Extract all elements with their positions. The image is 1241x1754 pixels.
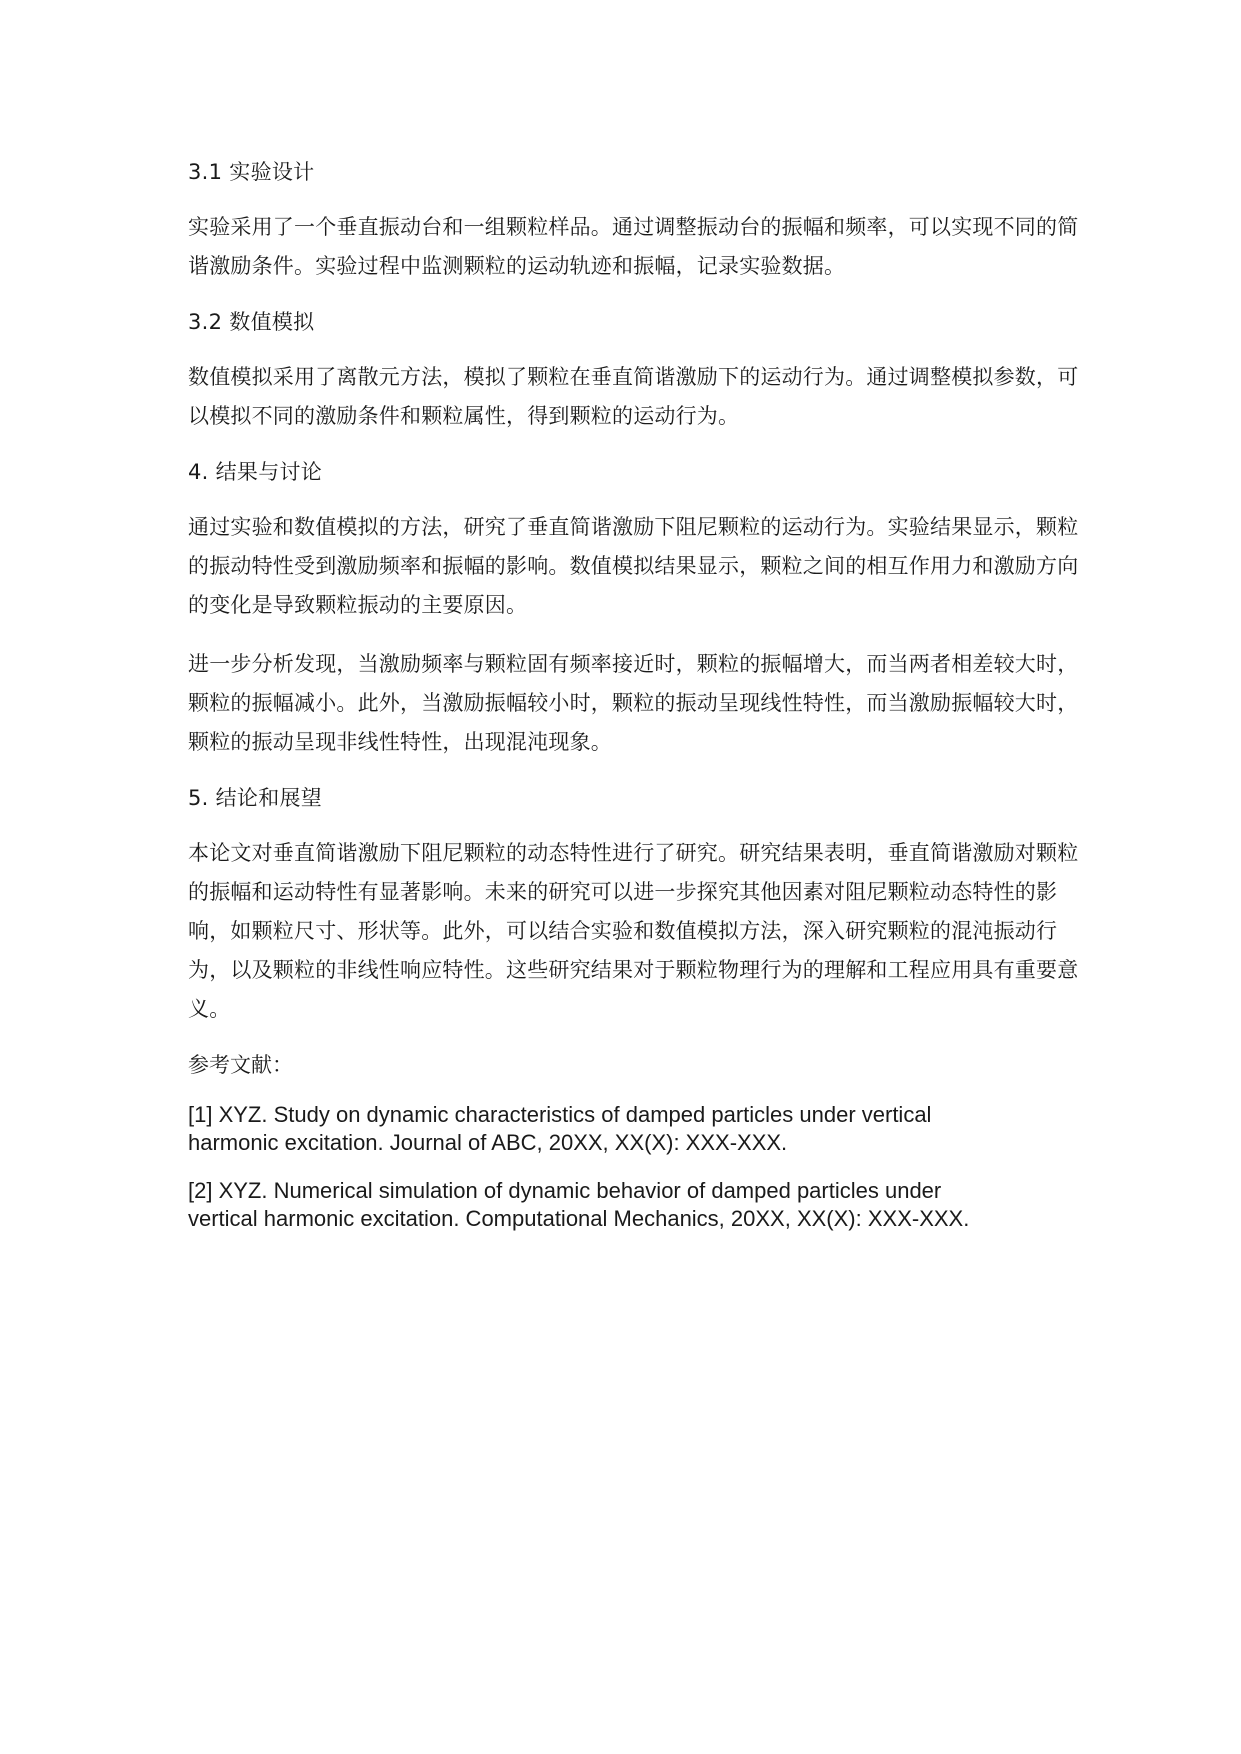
references-title: 参考文献： [188, 1053, 293, 1077]
references [188, 1049, 1088, 1233]
paragraph: 本论文对垂直简谐激励下阻尼颗粒的动态特性进行了研究。研究结果表明，垂直简谐激励对颗粒的振幅和运动特性有显著影响。未来的研究可以进一步探究其他因素对阻尼颗粒动态特性的影响，如颗粒尺寸、形状等。此外，可以结合实验和数值模拟方法，深入研究颗粒的混沌振动行为，以及颗粒的非线性响应特性。这些研究结果对于颗粒物理行为的理解和工程应用具有重要意义。 [188, 841, 1079, 1021]
document-page [188, 156, 1088, 1253]
section-5 [188, 782, 1088, 1029]
section-4 [188, 456, 1088, 762]
section-3-2 [188, 306, 1088, 436]
reference-item: [2] XYZ. Numerical simulation of dynamic behavior of damped particles under vertical harmonic excitation. Computational Mechanics, 20XX, XX(X): XXX-XXX. [188, 1178, 970, 1231]
paragraph: 实验采用了一个垂直振动台和一组颗粒样品。通过调整振动台的振幅和频率，可以实现不同的简谐激励条件。实验过程中监测颗粒的运动轨迹和振幅，记录实验数据。 [188, 215, 1079, 278]
paragraph: 通过实验和数值模拟的方法，研究了垂直简谐激励下阻尼颗粒的运动行为。实验结果显示，颗粒的振动特性受到激励频率和振幅的影响。数值模拟结果显示，颗粒之间的相互作用力和激励方向的变化是导致颗粒振动的主要原因。 [188, 515, 1079, 617]
paragraph: 数值模拟采用了离散元方法，模拟了颗粒在垂直简谐激励下的运动行为。通过调整模拟参数，可以模拟不同的激励条件和颗粒属性，得到颗粒的运动行为。 [188, 365, 1079, 428]
section-heading: 5. 结论和展望 [188, 786, 323, 810]
section-heading: 3.1 实验设计 [188, 160, 315, 184]
section-3-1 [188, 156, 1088, 286]
section-heading: 3.2 数值模拟 [188, 310, 315, 334]
section-heading: 4. 结果与讨论 [188, 460, 323, 484]
paragraph: 进一步分析发现，当激励频率与颗粒固有频率接近时，颗粒的振幅增大，而当两者相差较大时，颗粒的振幅减小。此外，当激励振幅较小时，颗粒的振动呈现线性特性，而当激励振幅较大时，颗粒的振动呈现非线性特性，出现混沌现象。 [188, 652, 1079, 754]
reference-item: [1] XYZ. Study on dynamic characteristics of damped particles under vertical harmonic excitation. Journal of ABC, 20XX, XX(X): XXX-XXX. [188, 1102, 932, 1155]
